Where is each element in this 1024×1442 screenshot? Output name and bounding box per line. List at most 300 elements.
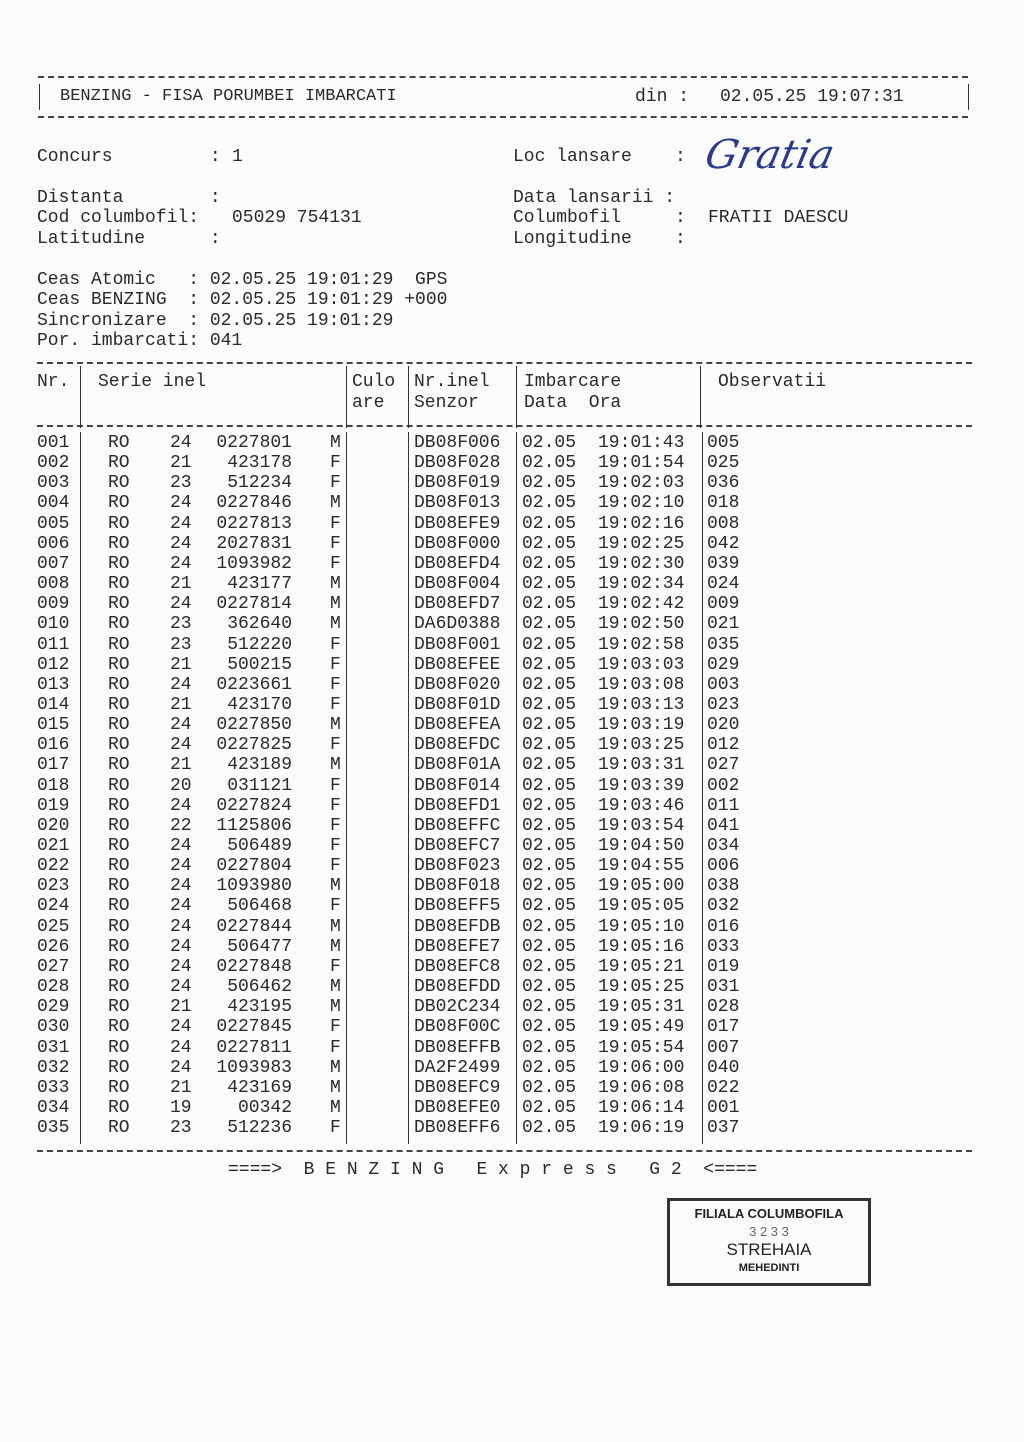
cell-sensor-id: DB08EFE9 [414, 513, 501, 534]
cell-observation: 032 [707, 896, 740, 917]
col-culoare-2: are [352, 393, 385, 413]
cell-ring-number: 506468 [227, 896, 292, 917]
cell-sensor-id: DA2F2499 [414, 1057, 501, 1078]
din-value: 02.05.25 19:07:31 [720, 87, 904, 107]
table-row [0, 997, 1024, 1017]
cell-sex: F [330, 896, 341, 917]
header-border-bottom [38, 116, 968, 118]
cell-sex: F [330, 1037, 341, 1058]
cell-nr: 010 [37, 614, 70, 635]
cell-year: 24 [170, 735, 192, 756]
cell-observation: 003 [707, 674, 740, 695]
cell-year: 21 [170, 453, 192, 474]
cell-observation: 029 [707, 654, 740, 675]
cell-year: 23 [170, 634, 192, 655]
cell-ring-number: 0227801 [216, 433, 292, 453]
loc-lansare-label: Loc lansare : [513, 147, 686, 167]
cell-observation: 025 [707, 453, 740, 474]
cell-country: RO [108, 694, 130, 715]
cell-country: RO [108, 795, 130, 816]
table-bottom-rule [37, 1150, 972, 1152]
cell-ring-number: 0227813 [216, 513, 292, 534]
table-row [0, 635, 1024, 655]
cell-ring-number: 423178 [227, 453, 292, 474]
cell-sensor-id: DB08F01D [414, 694, 501, 715]
cell-date: 02.05 [522, 594, 577, 615]
cell-date: 02.05 [522, 1037, 577, 1058]
cell-sensor-id: DB08EFD1 [414, 795, 501, 816]
cell-country: RO [108, 977, 130, 998]
cell-sensor-id: DB08F00C [414, 1017, 501, 1038]
cell-nr: 001 [37, 433, 70, 453]
concurs-value: 1 [232, 147, 243, 167]
cell-year: 21 [170, 654, 192, 675]
cell-observation: 036 [707, 473, 740, 494]
table-row [0, 1058, 1024, 1078]
cell-time: 19:05:05 [598, 896, 685, 917]
cell-country: RO [108, 755, 130, 776]
cell-ring-number: 506462 [227, 977, 292, 998]
cell-date: 02.05 [522, 997, 577, 1018]
table-row [0, 715, 1024, 735]
cell-ring-number: 512234 [227, 473, 292, 494]
latitudine-label: Latitudine : [37, 229, 221, 249]
cell-year: 24 [170, 956, 192, 977]
cell-date: 02.05 [522, 775, 577, 796]
cell-year: 24 [170, 1037, 192, 1058]
cell-time: 19:05:16 [598, 936, 685, 957]
cell-country: RO [108, 453, 130, 474]
col-nr-inel-1: Nr.inel [414, 372, 490, 392]
table-row [0, 1078, 1024, 1098]
table-row [0, 977, 1024, 997]
cell-observation: 023 [707, 694, 740, 715]
columbofil-label: Columbofil : [513, 208, 686, 228]
cell-date: 02.05 [522, 533, 577, 554]
cell-time: 19:03:13 [598, 694, 685, 715]
cell-date: 02.05 [522, 876, 577, 897]
cell-time: 19:03:08 [598, 674, 685, 695]
cell-observation: 038 [707, 876, 740, 897]
cell-nr: 011 [37, 634, 70, 655]
cell-date: 02.05 [522, 815, 577, 836]
cell-sex: F [330, 856, 341, 877]
cell-sex: F [330, 634, 341, 655]
cell-country: RO [108, 896, 130, 917]
cell-observation: 019 [707, 956, 740, 977]
table-row [0, 614, 1024, 634]
cell-date: 02.05 [522, 836, 577, 856]
col-nr: Nr. [37, 372, 70, 392]
cell-ring-number: 0227850 [216, 715, 292, 736]
table-top-rule [37, 362, 972, 364]
cell-observation: 034 [707, 836, 740, 856]
cell-time: 19:05:00 [598, 876, 685, 897]
cell-nr: 033 [37, 1077, 70, 1098]
cell-sensor-id: DB08EFC7 [414, 836, 501, 856]
table-row [0, 574, 1024, 594]
cell-sensor-id: DB08F000 [414, 533, 501, 554]
cell-year: 23 [170, 614, 192, 635]
cell-date: 02.05 [522, 553, 577, 574]
cell-sensor-id: DB08EFD7 [414, 594, 501, 615]
cell-country: RO [108, 856, 130, 877]
cell-country: RO [108, 574, 130, 595]
cell-country: RO [108, 815, 130, 836]
table-header-rule [37, 425, 972, 427]
cell-observation: 009 [707, 594, 740, 615]
cell-ring-number: 423189 [227, 755, 292, 776]
cell-date: 02.05 [522, 453, 577, 474]
cell-year: 24 [170, 836, 192, 856]
cell-nr: 020 [37, 815, 70, 836]
footer-banner: ====> B E N Z I N G E x p r e s s G 2 <==== [228, 1160, 758, 1180]
cell-year: 24 [170, 553, 192, 574]
distanta-label: Distanta : [37, 188, 221, 208]
cell-sensor-id: DB08F028 [414, 453, 501, 474]
col-culoare-1: Culo [352, 372, 396, 392]
cell-country: RO [108, 493, 130, 514]
cell-time: 19:02:50 [598, 614, 685, 635]
cell-nr: 003 [37, 473, 70, 494]
cell-sensor-id: DB08EFD4 [414, 553, 501, 574]
cell-time: 19:06:08 [598, 1077, 685, 1098]
cell-country: RO [108, 553, 130, 574]
cell-time: 19:06:00 [598, 1057, 685, 1078]
col-nr-inel-2: Senzor [414, 393, 479, 413]
cell-sex: F [330, 735, 341, 756]
header-border-left [39, 84, 40, 110]
cell-time: 19:05:25 [598, 977, 685, 998]
cell-sensor-id: DB08F001 [414, 634, 501, 655]
cell-year: 21 [170, 694, 192, 715]
cell-year: 24 [170, 876, 192, 897]
cell-sex: M [330, 493, 341, 514]
header-divider [700, 366, 701, 428]
cell-time: 19:05:49 [598, 1017, 685, 1038]
cell-ring-number: 0227804 [216, 856, 292, 877]
cell-sex: F [330, 775, 341, 796]
cell-nr: 024 [37, 896, 70, 917]
cell-year: 24 [170, 513, 192, 534]
cell-observation: 016 [707, 916, 740, 937]
cell-date: 02.05 [522, 634, 577, 655]
cod-columbofil-value: 05029 754131 [232, 208, 362, 228]
cell-year: 24 [170, 936, 192, 957]
cell-date: 02.05 [522, 614, 577, 635]
stamp-line-1: FILIALA COLUMBOFILA [694, 1206, 844, 1221]
table-row [0, 675, 1024, 695]
cell-ring-number: 423170 [227, 694, 292, 715]
cell-sex: M [330, 614, 341, 635]
cell-year: 23 [170, 1118, 192, 1139]
table-row [0, 957, 1024, 977]
cell-nr: 005 [37, 513, 70, 534]
col-imbarcare-1: Imbarcare [524, 372, 622, 392]
cell-sensor-id: DB08F01A [414, 755, 501, 776]
cell-time: 19:06:19 [598, 1118, 685, 1139]
cell-observation: 024 [707, 574, 740, 595]
cell-country: RO [108, 654, 130, 675]
cell-observation: 006 [707, 856, 740, 877]
cell-time: 19:02:25 [598, 533, 685, 554]
cell-nr: 019 [37, 795, 70, 816]
cell-sex: M [330, 936, 341, 957]
cell-date: 02.05 [522, 956, 577, 977]
ceas-atomic: Ceas Atomic : 02.05.25 19:01:29 GPS [37, 270, 448, 290]
cell-year: 24 [170, 977, 192, 998]
cell-nr: 022 [37, 856, 70, 877]
cell-sex: F [330, 553, 341, 574]
cell-ring-number: 1093982 [216, 553, 292, 574]
cell-sensor-id: DB08EFEE [414, 654, 501, 675]
stamp-line-2: 3 2 3 3 [749, 1224, 789, 1239]
cell-sensor-id: DB08EFDB [414, 916, 501, 937]
cell-nr: 023 [37, 876, 70, 897]
cell-observation: 005 [707, 433, 740, 453]
cell-observation: 039 [707, 553, 740, 574]
table-row [0, 473, 1024, 493]
cell-observation: 008 [707, 513, 740, 534]
cell-year: 19 [170, 1097, 192, 1118]
cell-year: 21 [170, 1077, 192, 1098]
cell-time: 19:02:58 [598, 634, 685, 655]
cell-time: 19:02:10 [598, 493, 685, 514]
cell-nr: 002 [37, 453, 70, 474]
stamp-line-4: MEHEDINTI [738, 1262, 800, 1274]
cell-date: 02.05 [522, 916, 577, 937]
cell-ring-number: 00342 [237, 1097, 292, 1118]
table-row [0, 433, 1024, 453]
cell-observation: 002 [707, 775, 740, 796]
cell-country: RO [108, 735, 130, 756]
cell-year: 24 [170, 856, 192, 877]
cell-time: 19:04:50 [598, 836, 685, 856]
cell-nr: 025 [37, 916, 70, 937]
cell-year: 24 [170, 795, 192, 816]
table-row [0, 836, 1024, 856]
cell-observation: 022 [707, 1077, 740, 1098]
cell-sex: F [330, 513, 341, 534]
cell-year: 24 [170, 916, 192, 937]
cell-country: RO [108, 1037, 130, 1058]
cell-time: 19:01:54 [598, 453, 685, 474]
cell-sensor-id: DB08F019 [414, 473, 501, 494]
sincronizare: Sincronizare : 02.05.25 19:01:29 [37, 311, 394, 331]
cell-time: 19:05:31 [598, 997, 685, 1018]
cell-date: 02.05 [522, 1077, 577, 1098]
header-divider [516, 366, 517, 428]
table-row [0, 493, 1024, 513]
table-row [0, 776, 1024, 796]
cell-sensor-id: DB08F023 [414, 856, 501, 877]
table-row [0, 1098, 1024, 1118]
cell-date: 02.05 [522, 896, 577, 917]
cell-sex: M [330, 1057, 341, 1078]
cell-ring-number: 0227811 [216, 1037, 292, 1058]
cell-ring-number: 512236 [227, 1118, 292, 1139]
cell-nr: 016 [37, 735, 70, 756]
cell-country: RO [108, 1097, 130, 1118]
cell-nr: 021 [37, 836, 70, 856]
cell-country: RO [108, 1118, 130, 1139]
cell-country: RO [108, 1057, 130, 1078]
cell-year: 24 [170, 674, 192, 695]
cell-sensor-id: DB08EFE7 [414, 936, 501, 957]
cell-time: 19:03:19 [598, 715, 685, 736]
cell-nr: 009 [37, 594, 70, 615]
cell-ring-number: 506477 [227, 936, 292, 957]
cell-observation: 018 [707, 493, 740, 514]
cell-observation: 028 [707, 997, 740, 1018]
cell-sex: F [330, 1017, 341, 1038]
cell-year: 21 [170, 755, 192, 776]
cell-time: 19:05:10 [598, 916, 685, 937]
columbofil-value: FRATII DAESCU [708, 208, 849, 228]
cell-time: 19:05:54 [598, 1037, 685, 1058]
table-row [0, 816, 1024, 836]
cell-sensor-id: DB08EFF6 [414, 1118, 501, 1139]
cell-observation: 027 [707, 755, 740, 776]
cell-sex: M [330, 715, 341, 736]
cell-nr: 018 [37, 775, 70, 796]
porumbei-imbarcati: Por. imbarcati: 041 [37, 331, 243, 351]
cell-date: 02.05 [522, 513, 577, 534]
table-row [0, 453, 1024, 473]
cell-time: 19:06:14 [598, 1097, 685, 1118]
cell-observation: 017 [707, 1017, 740, 1038]
table-row [0, 1038, 1024, 1058]
cell-year: 24 [170, 1017, 192, 1038]
header-divider [408, 366, 409, 428]
cell-ring-number: 031121 [227, 775, 292, 796]
cell-nr: 032 [37, 1057, 70, 1078]
cell-date: 02.05 [522, 1097, 577, 1118]
cell-year: 21 [170, 997, 192, 1018]
cell-ring-number: 0227824 [216, 795, 292, 816]
cod-columbofil-label: Cod columbofil: [37, 208, 200, 228]
cell-sex: F [330, 674, 341, 695]
col-imbarcare-2: Data Ora [524, 393, 622, 413]
cell-sensor-id: DB08EFDC [414, 735, 501, 756]
cell-nr: 027 [37, 956, 70, 977]
cell-ring-number: 500215 [227, 654, 292, 675]
cell-time: 19:04:55 [598, 856, 685, 877]
table-row [0, 594, 1024, 614]
cell-sensor-id: DA6D0388 [414, 614, 501, 635]
cell-nr: 031 [37, 1037, 70, 1058]
cell-sensor-id: DB08EFC9 [414, 1077, 501, 1098]
cell-observation: 035 [707, 634, 740, 655]
cell-date: 02.05 [522, 856, 577, 877]
club-stamp [667, 1198, 871, 1286]
cell-country: RO [108, 594, 130, 615]
table-row [0, 796, 1024, 816]
col-observatii: Observatii [718, 372, 827, 392]
cell-ring-number: 0227844 [216, 916, 292, 937]
cell-sex: F [330, 453, 341, 474]
table-row [0, 755, 1024, 775]
cell-sex: F [330, 1118, 341, 1139]
cell-observation: 011 [707, 795, 740, 816]
cell-country: RO [108, 433, 130, 453]
cell-sensor-id: DB02C234 [414, 997, 501, 1018]
cell-country: RO [108, 916, 130, 937]
cell-nr: 030 [37, 1017, 70, 1038]
cell-time: 19:02:42 [598, 594, 685, 615]
cell-country: RO [108, 997, 130, 1018]
col-serie-inel: Serie inel [98, 372, 207, 392]
cell-ring-number: 0227814 [216, 594, 292, 615]
cell-observation: 007 [707, 1037, 740, 1058]
cell-ring-number: 0227846 [216, 493, 292, 514]
cell-nr: 007 [37, 553, 70, 574]
cell-sensor-id: DB08EFC8 [414, 956, 501, 977]
table-row [0, 514, 1024, 534]
cell-sensor-id: DB08F013 [414, 493, 501, 514]
cell-sex: F [330, 836, 341, 856]
cell-country: RO [108, 876, 130, 897]
cell-date: 02.05 [522, 694, 577, 715]
cell-observation: 012 [707, 735, 740, 756]
cell-sex: F [330, 795, 341, 816]
cell-nr: 013 [37, 674, 70, 695]
cell-date: 02.05 [522, 795, 577, 816]
cell-date: 02.05 [522, 473, 577, 494]
cell-nr: 014 [37, 694, 70, 715]
table-row [0, 534, 1024, 554]
cell-sex: M [330, 997, 341, 1018]
cell-date: 02.05 [522, 574, 577, 595]
cell-time: 19:03:31 [598, 755, 685, 776]
cell-nr: 035 [37, 1118, 70, 1139]
table-row [0, 655, 1024, 675]
table-row [0, 735, 1024, 755]
table-row [0, 917, 1024, 937]
cell-observation: 021 [707, 614, 740, 635]
cell-country: RO [108, 634, 130, 655]
header-border-top [38, 76, 968, 78]
cell-time: 19:01:43 [598, 433, 685, 453]
stamp-line-3: STREHAIA [726, 1240, 812, 1259]
cell-year: 22 [170, 815, 192, 836]
cell-time: 19:03:03 [598, 654, 685, 675]
cell-sensor-id: DB08F014 [414, 775, 501, 796]
cell-time: 19:02:03 [598, 473, 685, 494]
cell-ring-number: 0223661 [216, 674, 292, 695]
cell-sex: M [330, 916, 341, 937]
table-row [0, 695, 1024, 715]
cell-year: 24 [170, 896, 192, 917]
concurs-label: Concurs : [37, 147, 221, 167]
cell-time: 19:03:46 [598, 795, 685, 816]
cell-ring-number: 0227825 [216, 735, 292, 756]
cell-country: RO [108, 836, 130, 856]
cell-nr: 026 [37, 936, 70, 957]
cell-date: 02.05 [522, 654, 577, 675]
cell-sex: F [330, 694, 341, 715]
cell-time: 19:02:16 [598, 513, 685, 534]
ceas-benzing: Ceas BENZING : 02.05.25 19:01:29 +000 [37, 290, 448, 310]
cell-year: 24 [170, 533, 192, 554]
cell-country: RO [108, 513, 130, 534]
cell-date: 02.05 [522, 735, 577, 756]
cell-sensor-id: DB08F018 [414, 876, 501, 897]
cell-sex: M [330, 574, 341, 595]
cell-ring-number: 423169 [227, 1077, 292, 1098]
cell-sex: M [330, 977, 341, 998]
cell-year: 21 [170, 574, 192, 595]
